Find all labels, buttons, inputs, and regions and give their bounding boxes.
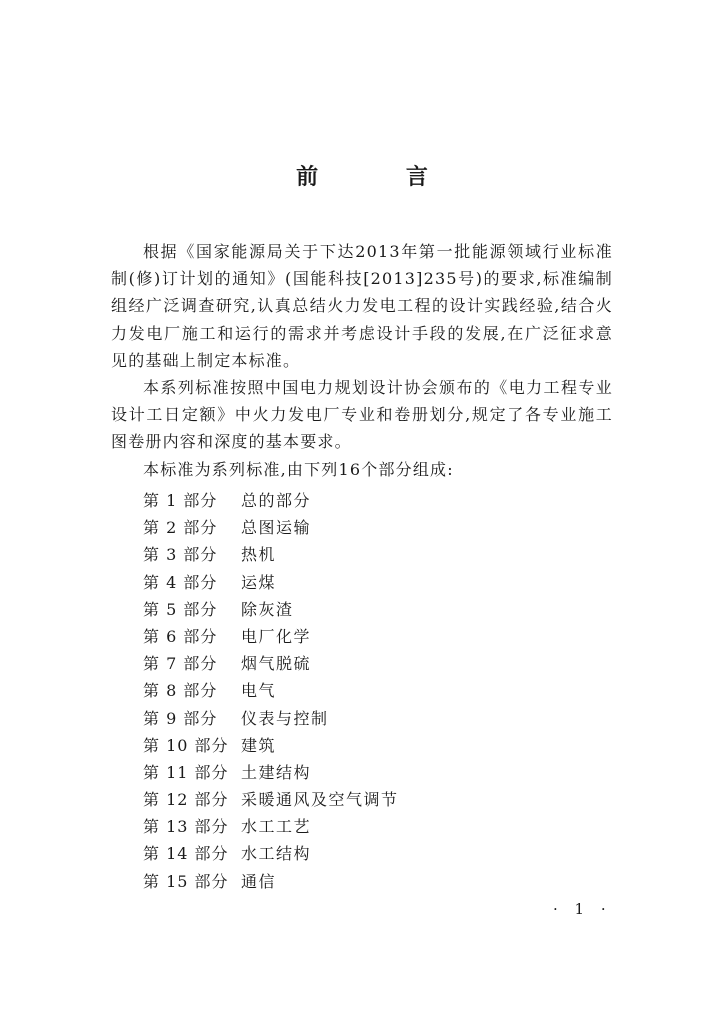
part-label: 第 7 部分 xyxy=(143,654,218,674)
part-label: 第 11 部分 xyxy=(143,762,229,782)
part-label: 第 9 部分 xyxy=(143,708,218,728)
part-name: 电气 xyxy=(241,681,277,701)
part-name: 水工工艺 xyxy=(241,817,312,837)
part-label: 第 5 部分 xyxy=(143,599,218,619)
part-name: 建筑 xyxy=(241,735,277,755)
list-item xyxy=(143,569,399,596)
part-label: 第 1 部分 xyxy=(143,491,218,510)
list-item xyxy=(143,514,399,541)
body-text xyxy=(111,238,613,483)
part-label: 第 12 部分 xyxy=(143,790,229,810)
part-name: 水工结构 xyxy=(241,844,312,864)
page-title: 前 言 xyxy=(296,164,468,190)
list-item xyxy=(143,813,399,840)
part-label: 第 8 部分 xyxy=(143,681,218,701)
part-label: 第 6 部分 xyxy=(143,626,218,646)
part-name: 热机 xyxy=(241,545,277,565)
part-label: 第 10 部分 xyxy=(143,735,229,755)
list-item xyxy=(143,596,399,623)
list-item xyxy=(143,623,399,650)
part-name: 运煤 xyxy=(241,572,277,592)
part-label: 第 4 部分 xyxy=(143,572,218,592)
part-label: 第 3 部分 xyxy=(143,545,218,565)
list-item xyxy=(143,759,399,786)
parts-list xyxy=(143,487,399,895)
list-item xyxy=(143,487,399,514)
paragraph-3: 本标准为系列标准,由下列16个部分组成: xyxy=(143,459,454,479)
part-name: 采暖通风及空气调节 xyxy=(241,790,399,810)
part-name: 土建结构 xyxy=(241,762,312,782)
list-item xyxy=(143,705,399,732)
part-label: 第 13 部分 xyxy=(143,817,229,837)
part-label: 第 2 部分 xyxy=(143,518,218,538)
paragraph-2: 本系列标准按照中国电力规划设计协会颁布的《电力工程专业设计工日定额》中火力发电厂专业和卷册划分,规定了各专业施工图卷册内容和深度的基本要求。 xyxy=(111,378,613,452)
page-number: · 1 · xyxy=(553,900,612,918)
list-item xyxy=(143,541,399,568)
part-name: 通信 xyxy=(241,871,277,891)
list-item xyxy=(143,840,399,867)
list-item xyxy=(143,677,399,704)
list-item xyxy=(143,650,399,677)
part-label: 第 14 部分 xyxy=(143,844,229,864)
part-name: 仪表与控制 xyxy=(241,708,329,728)
part-name: 烟气脱硫 xyxy=(241,654,312,674)
part-name: 总的部分 xyxy=(241,491,312,510)
part-name: 电厂化学 xyxy=(241,626,312,646)
list-item xyxy=(143,732,399,759)
paragraph-1: 根据《国家能源局关于下达2013年第一批能源领域行业标准制(修)订计划的通知》(国能科技[2013]235号)的要求,标准编制组经广泛调查研究,认真总结火力发电工程的设计实践经验,结合火力发电厂施工和运行的需求并考虑设计手段的发展,在广泛征求意见的基础上制定本标准。 xyxy=(111,242,613,370)
part-label: 第 15 部分 xyxy=(143,871,229,891)
part-name: 总图运输 xyxy=(241,518,312,538)
list-item xyxy=(143,786,399,813)
list-item xyxy=(143,868,399,895)
part-name: 除灰渣 xyxy=(241,599,294,619)
